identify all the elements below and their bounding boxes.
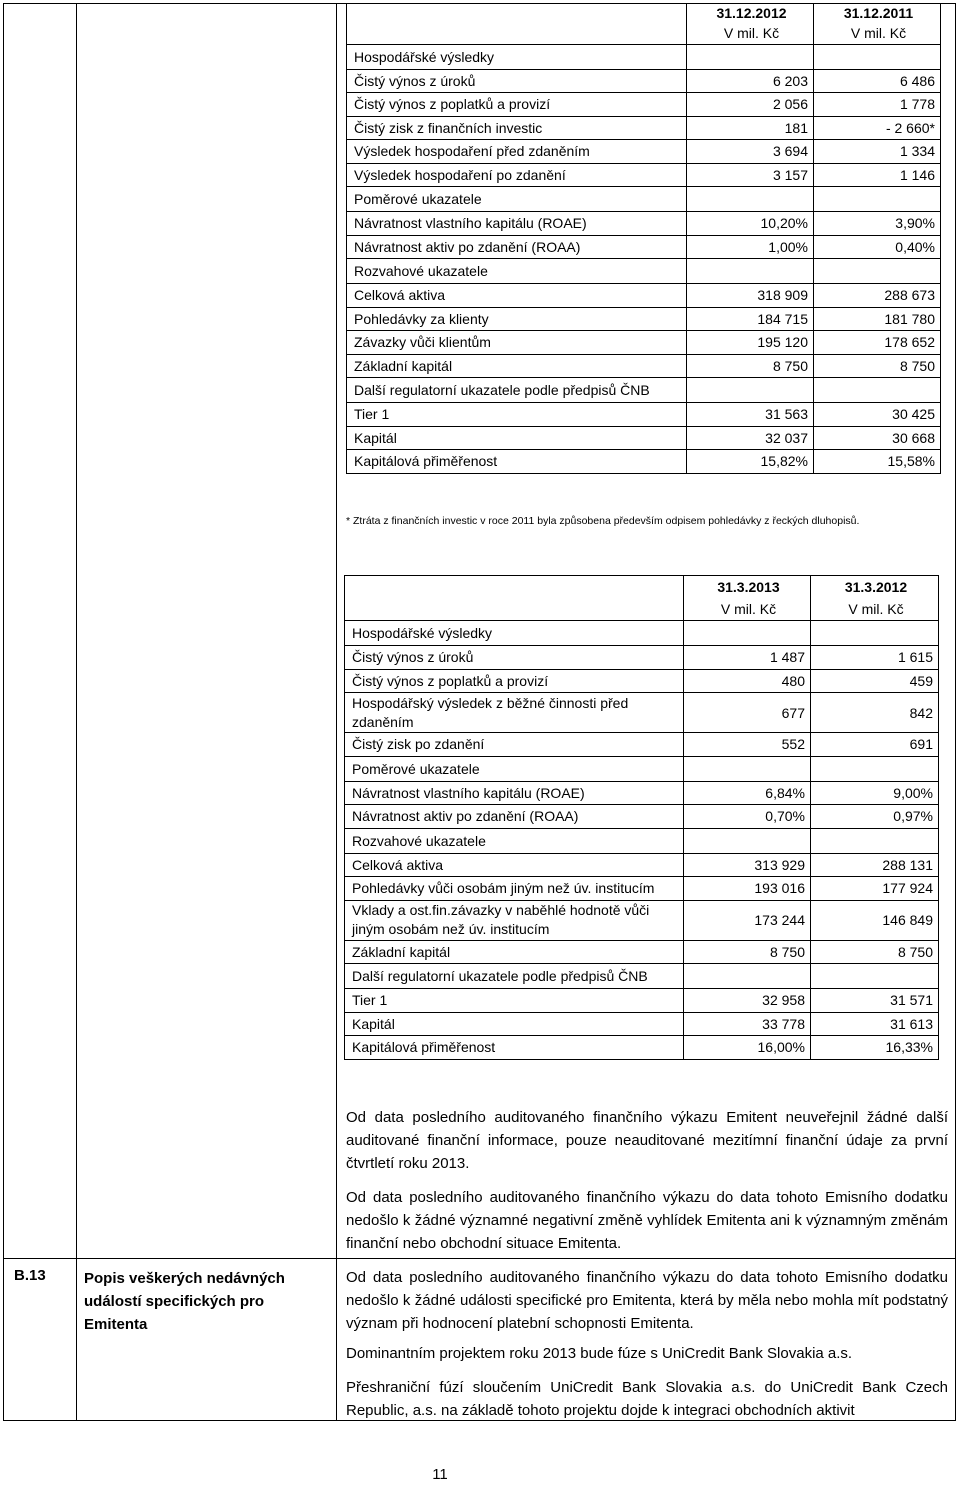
column-unit-1: V mil. Kč <box>684 599 811 621</box>
row-divider-b13 <box>3 1258 956 1259</box>
page-number: 11 <box>432 1466 448 1483</box>
row-label: Celková aktiva <box>345 853 684 877</box>
row-label: Celková aktiva <box>347 284 687 308</box>
row-value-2: 181 780 <box>814 307 941 331</box>
column-date-1: 31.3.2013 <box>684 576 811 599</box>
row-label: Další regulatorní ukazatele podle předpisů ČNB <box>347 378 687 403</box>
row-value-2: 146 849 <box>811 900 939 940</box>
row-value-1: 195 120 <box>687 331 814 355</box>
table-section-header <box>345 828 939 853</box>
table-row <box>345 733 939 757</box>
financial-table-2012 <box>346 3 941 474</box>
row-label: Čistý výnos z poplatků a provizí <box>347 93 687 117</box>
row-value-2: 1 146 <box>814 163 941 187</box>
row-value-2: 8 750 <box>814 354 941 378</box>
row-label: Výsledek hospodaření před zdaněním <box>347 140 687 164</box>
row-value-1: 8 750 <box>684 940 811 964</box>
table-row <box>345 940 939 964</box>
table-section-header <box>347 187 941 212</box>
column-date-1: 31.12.2012 <box>687 3 814 23</box>
row-label: Čistý výnos z úroků <box>345 646 684 670</box>
row-label: Čistý výnos z poplatků a provizí <box>345 669 684 693</box>
table-section-header <box>347 44 941 69</box>
table-row <box>345 781 939 805</box>
row-value-1 <box>687 259 814 284</box>
table-section-header <box>347 259 941 284</box>
row-value-1: 15,82% <box>687 450 814 474</box>
row-value-1: 552 <box>684 733 811 757</box>
row-value-1: 8 750 <box>687 354 814 378</box>
table-row <box>347 163 941 187</box>
row-value-2: 178 652 <box>814 331 941 355</box>
table-row <box>345 693 939 733</box>
column-divider-code <box>76 3 77 1421</box>
row-label: Další regulatorní ukazatele podle předpisů ČNB <box>345 964 684 989</box>
row-value-2: 30 668 <box>814 426 941 450</box>
table-row <box>347 284 941 308</box>
row-label: Základní kapitál <box>347 354 687 378</box>
table-row <box>345 1012 939 1036</box>
row-label: Kapitálová přiměřenost <box>345 1036 684 1060</box>
row-label: Kapitálová přiměřenost <box>347 450 687 474</box>
paragraph-no-specific-events: Od data posledního auditovaného finančního výkazu do data tohoto Emisního dodatku nedošlo k žádné události specifické pro Emitenta, která by měla nebo mohla mít podstatný význam při hodnocení platební schopnosti Emitenta. <box>346 1269 948 1332</box>
row-label: Hospodářské výsledky <box>345 621 684 646</box>
table-header-dates <box>345 576 939 599</box>
row-label: Návratnost aktiv po zdanění (ROAA) <box>347 235 687 259</box>
table-header-units <box>345 599 939 621</box>
row-value-2: 0,97% <box>811 805 939 829</box>
table-row <box>345 989 939 1013</box>
row-label: Poměrové ukazatele <box>347 187 687 212</box>
row-value-1 <box>684 756 811 781</box>
row-value-2: 459 <box>811 669 939 693</box>
row-value-2: 9,00% <box>811 781 939 805</box>
table-row <box>345 805 939 829</box>
table-row <box>345 900 939 940</box>
row-value-2: 177 924 <box>811 877 939 901</box>
section-title: Popis veškerých nedávných událostí specifických pro Emitenta <box>84 1270 285 1333</box>
row-label: Kapitál <box>347 426 687 450</box>
row-value-2 <box>811 964 939 989</box>
row-value-2: 6 486 <box>814 69 941 93</box>
table-row <box>345 1036 939 1060</box>
row-value-2 <box>811 621 939 646</box>
section-code: B.13 <box>14 1267 46 1284</box>
paragraph-no-negative-change: Od data posledního auditovaného finančního výkazu do data tohoto Emisního dodatku nedošlo k žádné významné negativní změně vyhlídek Emitenta ani k významným změnám finanční nebo obchodní situace Emitenta. <box>346 1189 948 1252</box>
column-date-2: 31.12.2011 <box>814 3 941 23</box>
financial-table-2013 <box>344 575 939 1060</box>
row-value-1: 173 244 <box>684 900 811 940</box>
row-value-2: 16,33% <box>811 1036 939 1060</box>
row-value-1: 31 563 <box>687 403 814 427</box>
row-value-1: 3 694 <box>687 140 814 164</box>
row-value-1 <box>684 828 811 853</box>
row-value-1: 181 <box>687 116 814 140</box>
row-value-2: 691 <box>811 733 939 757</box>
row-value-2 <box>811 756 939 781</box>
table-row <box>347 116 941 140</box>
row-label: Hospodářský výsledek z běžné činnosti před zdaněním <box>345 693 684 733</box>
row-value-1 <box>684 964 811 989</box>
row-value-1: 480 <box>684 669 811 693</box>
row-value-2: 8 750 <box>811 940 939 964</box>
row-value-1 <box>684 621 811 646</box>
table-row <box>347 307 941 331</box>
table-row <box>345 669 939 693</box>
row-value-2 <box>811 828 939 853</box>
table-row <box>347 331 941 355</box>
row-label: Návratnost vlastního kapitálu (ROAE) <box>345 781 684 805</box>
column-date-2: 31.3.2012 <box>811 576 939 599</box>
table-row <box>345 853 939 877</box>
table-section-header <box>345 756 939 781</box>
table-row <box>347 212 941 236</box>
table-section-header <box>347 378 941 403</box>
row-label: Čistý zisk po zdanění <box>345 733 684 757</box>
table-row <box>345 877 939 901</box>
row-label: Pohledávky za klienty <box>347 307 687 331</box>
row-value-1 <box>687 378 814 403</box>
row-label: Poměrové ukazatele <box>345 756 684 781</box>
row-value-1: 6,84% <box>684 781 811 805</box>
row-label: Tier 1 <box>347 403 687 427</box>
row-label: Pohledávky vůči osobám jiným než úv. institucím <box>345 877 684 901</box>
row-value-2 <box>814 187 941 212</box>
table-section-header <box>345 621 939 646</box>
row-value-2: 30 425 <box>814 403 941 427</box>
column-unit-2: V mil. Kč <box>811 599 939 621</box>
column-unit-2: V mil. Kč <box>814 23 941 44</box>
row-value-2: 31 613 <box>811 1012 939 1036</box>
row-value-1 <box>687 187 814 212</box>
row-value-2: 1 334 <box>814 140 941 164</box>
table-row <box>347 450 941 474</box>
row-value-2 <box>814 378 941 403</box>
row-value-1: 184 715 <box>687 307 814 331</box>
table-header-dates <box>347 3 941 23</box>
row-value-1: 10,20% <box>687 212 814 236</box>
table-row <box>345 646 939 670</box>
row-value-2 <box>814 44 941 69</box>
row-label: Rozvahové ukazatele <box>345 828 684 853</box>
table-section-header <box>345 964 939 989</box>
row-value-1: 0,70% <box>684 805 811 829</box>
row-value-1: 2 056 <box>687 93 814 117</box>
row-label: Výsledek hospodaření po zdanění <box>347 163 687 187</box>
row-label: Hospodářské výsledky <box>347 44 687 69</box>
footnote: * Ztráta z finančních investic v roce 2011 byla způsobena především odpisem pohledávky z řeckých dluhopisů. <box>346 515 860 527</box>
row-value-1: 318 909 <box>687 284 814 308</box>
row-value-2: 3,90% <box>814 212 941 236</box>
row-value-2 <box>814 259 941 284</box>
row-label: Rozvahové ukazatele <box>347 259 687 284</box>
row-value-1 <box>687 44 814 69</box>
row-value-1: 16,00% <box>684 1036 811 1060</box>
row-value-1: 1,00% <box>687 235 814 259</box>
table-row <box>347 403 941 427</box>
row-value-1: 3 157 <box>687 163 814 187</box>
row-value-1: 677 <box>684 693 811 733</box>
row-value-1: 32 958 <box>684 989 811 1013</box>
row-value-1: 6 203 <box>687 69 814 93</box>
row-label: Návratnost aktiv po zdanění (ROAA) <box>345 805 684 829</box>
row-label: Závazky vůči klientům <box>347 331 687 355</box>
row-value-2: 0,40% <box>814 235 941 259</box>
row-value-2: 288 673 <box>814 284 941 308</box>
row-value-2: 31 571 <box>811 989 939 1013</box>
row-value-2: 15,58% <box>814 450 941 474</box>
row-label: Vklady a ost.fin.závazky v naběhlé hodnotě vůči jiným osobám než úv. institucím <box>345 900 684 940</box>
row-value-1: 33 778 <box>684 1012 811 1036</box>
row-label: Čistý výnos z úroků <box>347 69 687 93</box>
table-row <box>347 235 941 259</box>
row-value-1: 1 487 <box>684 646 811 670</box>
table-header-units <box>347 23 941 44</box>
row-label: Čistý zisk z finančních investic <box>347 116 687 140</box>
row-label: Tier 1 <box>345 989 684 1013</box>
row-value-2: 842 <box>811 693 939 733</box>
table-row <box>347 426 941 450</box>
table-row <box>347 140 941 164</box>
row-value-2: 1 615 <box>811 646 939 670</box>
row-value-2: 1 778 <box>814 93 941 117</box>
paragraph-merger-project: Dominantním projektem roku 2013 bude fúze s UniCredit Bank Slovakia a.s. <box>346 1345 853 1362</box>
row-value-1: 313 929 <box>684 853 811 877</box>
column-unit-1: V mil. Kč <box>687 23 814 44</box>
row-label: Kapitál <box>345 1012 684 1036</box>
row-value-1: 193 016 <box>684 877 811 901</box>
row-value-2: 288 131 <box>811 853 939 877</box>
paragraph-audited-info: Od data posledního auditovaného finančního výkazu Emitent neuveřejnil žádné další auditované finanční informace, pouze neauditované mezitímní finanční údaje za první čtvrtletí roku 2013. <box>346 1109 948 1172</box>
column-divider-title <box>336 3 337 1421</box>
row-value-1: 32 037 <box>687 426 814 450</box>
table-row <box>347 354 941 378</box>
table-row <box>347 93 941 117</box>
row-value-2: - 2 660* <box>814 116 941 140</box>
paragraph-cross-border-merger: Přeshraniční fúzí sloučením UniCredit Bank Slovakia a.s. do UniCredit Bank Czech Republic, a.s. na základě tohoto projektu dojde k integraci obchodních aktivit <box>346 1379 948 1419</box>
table-row <box>347 69 941 93</box>
row-label: Návratnost vlastního kapitálu (ROAE) <box>347 212 687 236</box>
row-label: Základní kapitál <box>345 940 684 964</box>
